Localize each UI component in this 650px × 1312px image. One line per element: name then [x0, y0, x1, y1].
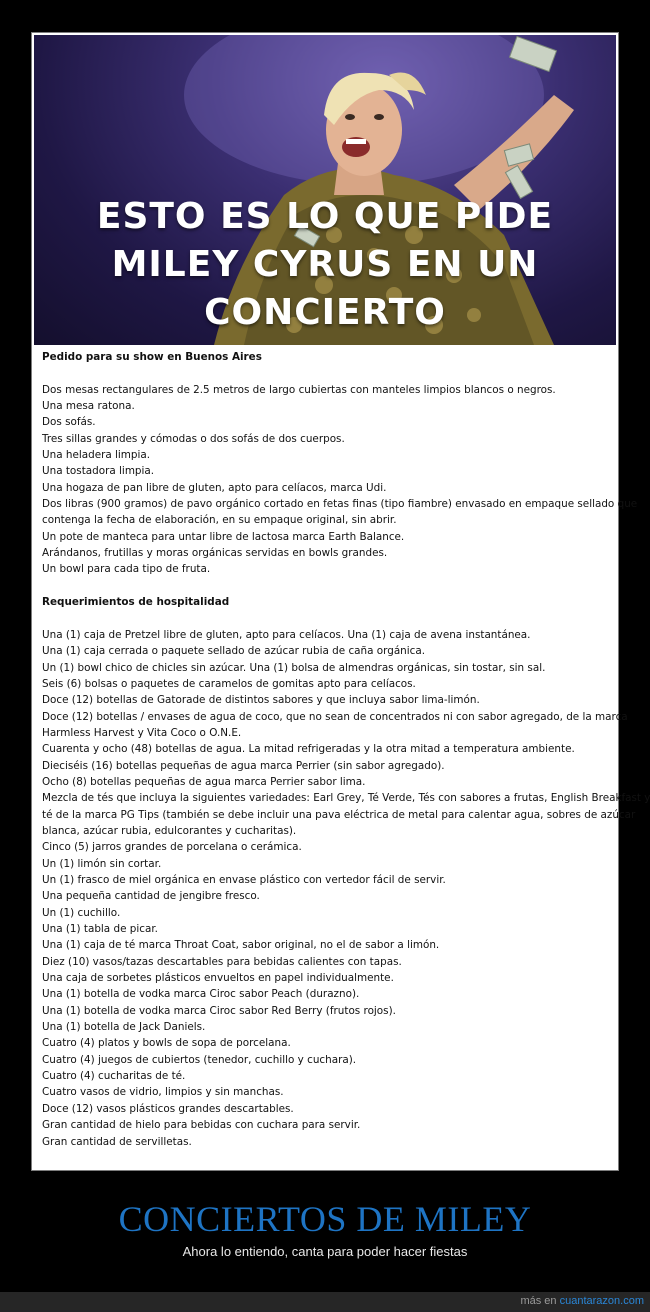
- rider-item-line: Un pote de manteca para untar libre de lactosa marca Earth Balance.: [42, 530, 405, 543]
- rider-item-line: Arándanos, frutillas y moras orgánicas servidas en bowls grandes.: [42, 547, 388, 560]
- rider-item-line: Una (1) tabla de picar.: [42, 923, 158, 936]
- rider-item-line: Diez (10) vasos/tazas descartables para bebidas calientes con tapas.: [42, 955, 402, 968]
- rider-item-line: Mezcla de tés que incluya la siguientes variedades: Earl Grey, Té Verde, Tés con sabores a frutas, English Breakfast y: [42, 792, 650, 805]
- rider-item-line: Dos sofás.: [42, 416, 96, 429]
- section-heading: Pedido para su show en Buenos Aires: [42, 351, 262, 363]
- rider-item-line: Una mesa ratona.: [42, 400, 135, 413]
- rider-item-line: Un (1) bowl chico de chicles sin azúcar. Una (1) bolsa de almendras orgánicas, sin tostar, sin sal.: [42, 661, 546, 674]
- post-title: CONCIERTOS DE MILEY: [118, 1199, 532, 1239]
- rider-item-line: Harmless Harvest y Vita Coco o O.N.E.: [42, 726, 242, 739]
- rider-item-line: Un (1) frasco de miel orgánica en envase plástico con vertedor fácil de servir.: [42, 874, 446, 886]
- section-heading: Requerimientos de hospitalidad: [42, 596, 230, 609]
- rider-item-line: Un (1) cuchillo.: [42, 906, 121, 919]
- rider-item-line: Doce (12) botellas de Gatorade de distintos sabores y que incluya sabor lima-limón.: [42, 694, 480, 707]
- rider-item-line: Dieciséis (16) botellas pequeñas de agua marca Perrier (sin sabor agregado).: [42, 759, 445, 772]
- rider-item-line: Un (1) limón sin cortar.: [42, 857, 162, 870]
- rider-item-line: Gran cantidad de servilletas.: [42, 1135, 192, 1148]
- rider-item-line: Una heladera limpia.: [42, 449, 151, 462]
- rider-item-line: Un bowl para cada tipo de fruta.: [42, 563, 211, 576]
- rider-item-line: Cuarenta y ocho (48) botellas de agua. La mitad refrigeradas y la otra mitad a temperatura ambiente.: [42, 743, 575, 756]
- hero-title: [34, 193, 616, 337]
- hero-title-line: MILEY CYRUS EN UN: [111, 244, 539, 285]
- rider-item-line: contenga la fecha de elaboración, en su empaque original, sin abrir.: [42, 514, 397, 527]
- rider-item-line: Dos libras (900 gramos) de pavo orgánico cortado en fetas finas (tipo fiambre) envasado en empaque sellado que: [42, 498, 638, 511]
- rider-item-line: té de la marca PG Tips (también se debe incluir una pava eléctrica de metal para calentar agua, sobres de azúcar: [42, 808, 636, 821]
- rider-item-line: Una caja de sorbetes plásticos envueltos en papel individualmente.: [42, 972, 394, 985]
- rider-item-line: Cuatro (4) cucharitas de té.: [42, 1070, 186, 1083]
- rider-item-line: Seis (6) bolsas o paquetes de caramelos de gomitas apto para celíacos.: [42, 677, 416, 690]
- rider-item-line: blanca, azúcar rubia, edulcorantes y cucharitas).: [42, 824, 297, 837]
- rider-item-line: Una (1) caja de té marca Throat Coat, sabor original, no el de sabor a limón.: [42, 939, 440, 952]
- post-subtitle: Ahora lo entiendo, canta para poder hacer fiestas: [182, 1244, 468, 1259]
- footer-bar: [0, 1292, 650, 1312]
- rider-item-line: Tres sillas grandes y cómodas o dos sofás de dos cuerpos.: [42, 432, 345, 445]
- rider-document: [42, 349, 650, 1150]
- post-image-frame: [31, 32, 650, 1171]
- rider-item-line: Cuatro (4) juegos de cubiertos (tenedor, cuchillo y cuchara).: [42, 1053, 357, 1066]
- rider-item-line: Una (1) botella de vodka marca Ciroc sabor Peach (durazno).: [42, 988, 360, 1001]
- rider-item-line: Una tostadora limpia.: [42, 465, 155, 478]
- rider-item-line: Una (1) caja de Pretzel libre de gluten, apto para celíacos. Una (1) caja de avena instantánea.: [42, 628, 531, 641]
- rider-item-line: Una (1) botella de Jack Daniels.: [42, 1021, 206, 1034]
- rider-item-line: Gran cantidad de hielo para bebidas con cuchara para servir.: [42, 1119, 361, 1132]
- rider-item-line: Una hogaza de pan libre de gluten, apto para celíacos, marca Udi.: [42, 481, 387, 494]
- rider-item-line: Una (1) botella de vodka marca Ciroc sabor Red Berry (frutos rojos).: [42, 1004, 396, 1017]
- rider-item-line: Cinco (5) jarros grandes de porcelana o cerámica.: [42, 841, 302, 854]
- footer-prefix: más en: [520, 1295, 557, 1307]
- hero-photo: [34, 35, 616, 345]
- rider-item-line: Cuatro (4) platos y bowls de sopa de porcelana.: [42, 1037, 291, 1050]
- rider-item-line: Ocho (8) botellas pequeñas de agua marca Perrier sabor lima.: [42, 775, 366, 788]
- rider-item-line: Una pequeña cantidad de jengibre fresco.: [42, 890, 260, 903]
- site-link[interactable]: cuantarazon.com: [559, 1295, 644, 1307]
- rider-item-line: Dos mesas rectangulares de 2.5 metros de largo cubiertas con manteles limpios blancos o negros.: [42, 383, 556, 396]
- rider-item-line: Una (1) caja cerrada o paquete sellado de azúcar rubia de caña orgánica.: [42, 645, 426, 658]
- rider-item-line: Cuatro vasos de vidrio, limpios y sin manchas.: [42, 1086, 284, 1099]
- rider-item-line: Doce (12) botellas / envases de agua de coco, que no sean de concentrados ni con sabor agregado, de la marca: [42, 710, 628, 723]
- rider-item-line: Doce (12) vasos plásticos grandes descartables.: [42, 1102, 294, 1115]
- hero-title-line: CONCIERTO: [204, 292, 446, 333]
- hero-title-line: ESTO ES LO QUE PIDE: [96, 196, 554, 237]
